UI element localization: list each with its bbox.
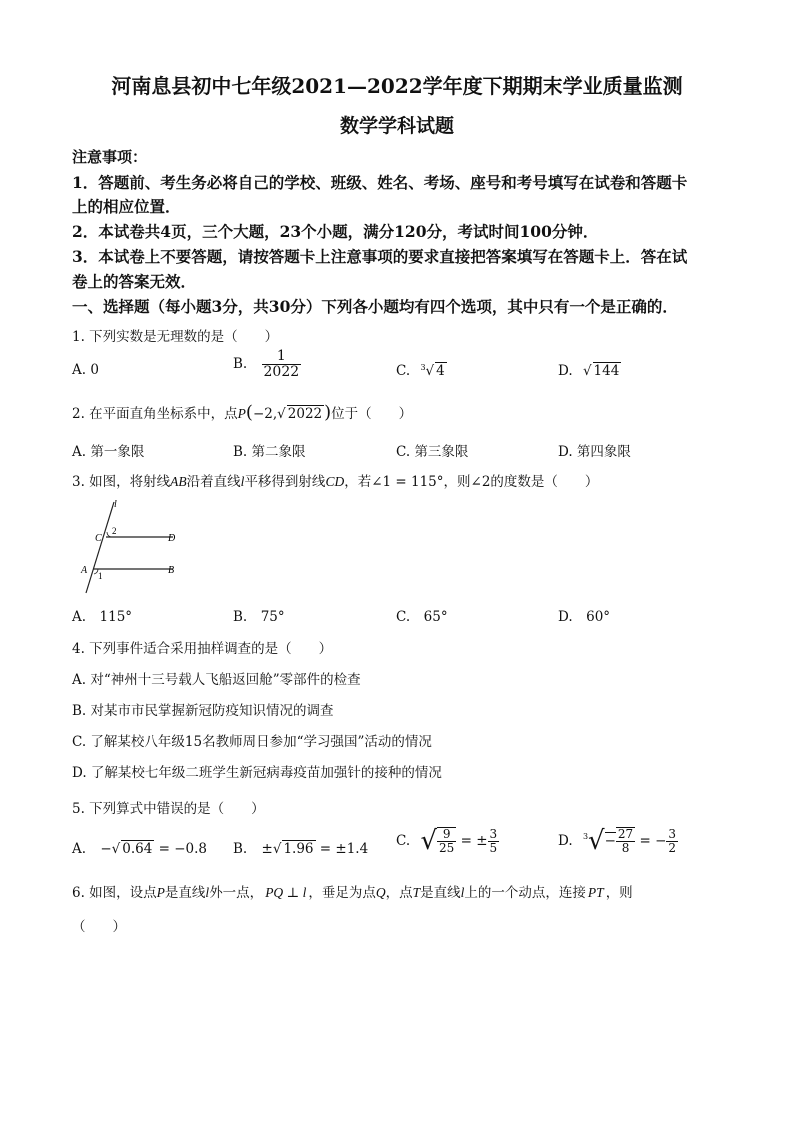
q6-pq-perp: PQ ⊥ l [265,885,307,900]
q5-option-b: B. ±√ 1.96 = ±1.4 [233,841,369,857]
q2-coord-pre: −2, [252,406,278,422]
q6-stem-a: 6. 如图，设点 [72,885,157,901]
figure-label-b: B [168,565,175,576]
q6-q: Q [375,885,386,900]
q1-option-a [72,362,99,378]
q4-option-c: C. 了解某校八年级15名教师周日参加“学习强国”活动的情况 [72,734,432,750]
figure-label-d: D [168,533,176,544]
q1-option-d: D. √ 144 [558,363,620,379]
q1-stem: 1. 下列实数是无理数的是（ ） [72,329,279,345]
q3-option-d: D. 60° [558,609,611,625]
figure-label-a: A [81,565,88,576]
q4-stem: 4. 下列事件适合采用抽样调查的是（ ） [72,641,333,657]
q1-a-value: 0 [90,362,99,378]
q3-figure [78,497,188,597]
q5-option-c: C. √ $\frac{9}{25}$ = ± $\frac{3}{5}$ [396,826,498,856]
q6-stem-d: ，垂足为点 [308,885,376,901]
q5-c-eq: = ± [460,833,488,849]
q2-stem-post: 位于（ ） [331,406,413,422]
notice-line-4: 3．本试卷上不要答题，请按答题卡上注意事项的要求直接把答案填写在答题卡上．答在试 [72,247,688,266]
q1-d-radicand: 144 [593,363,620,379]
q5-d-den: 8 [621,841,630,855]
q5-d-fraction [616,827,635,854]
q2-option-d: D. 第四象限 [558,444,631,460]
q2-option-c: C. 第三象限 [396,444,469,460]
q6-pt: PT [587,885,604,900]
q4-option-a: A. 对“神州十三号载人飞船返回舱”零部件的检查 [72,672,361,688]
q3-stem [72,470,598,490]
q3-stem-mid1: 沿着直线 [186,474,241,490]
q2-option-a: A. 第一象限 [72,444,145,460]
q3-stem-mid3: ，若∠1 = 115°，则∠2的度数是（ ） [344,474,599,490]
q1-a-label: A. [72,362,87,378]
q1-option-c: C. $^3$√ 4 [396,362,445,379]
q6-stem-c: 外一点， [209,885,264,901]
q5-c-label: C. [396,833,411,849]
q5-b-radicand: 1.96 [283,841,314,857]
q6-stem-h: ，则 [605,885,633,901]
q5-d-neg: − [604,833,616,849]
q5-d-rden: 2 [668,840,677,855]
q3-option-c: C. 65° [396,609,448,625]
q5-c-rden: 5 [489,840,498,855]
q3-stem-mid2: 平移得到射线 [244,474,326,490]
q1-c-label: C. [396,363,411,379]
q1-d-label: D. [558,363,573,379]
q1-b-fraction [262,349,302,379]
q5-b-post: = ±1.4 [319,841,369,857]
q1-c-radicand: 4 [436,363,445,379]
q6-paren: （ ） [72,919,126,935]
figure-label-c: C [95,533,102,544]
q5-d-index: 3 [582,832,589,841]
q5-d-num: 27 [617,827,634,842]
figure-arc-2 [107,532,111,537]
q5-b-label: B. [233,841,248,857]
q5-c-num: 9 [437,828,456,842]
q6-stem-g: 上的一个动点，连接 [464,885,586,901]
q2-coord-radicand: 2022 [287,406,323,422]
q1-c-index: 3 [420,362,426,372]
q5-c-den: 25 [439,841,455,855]
q1-b-denominator: 2022 [263,363,300,380]
q5-b-pre: ± [261,841,273,857]
figure-label-2: 2 [112,526,117,536]
q1-option-b [233,349,301,379]
q5-stem: 5. 下列算式中错误的是（ ） [72,801,265,817]
q1-b-numerator: 1 [262,349,302,365]
notice-line-3: 2．本试卷共4页，三个大题，23个小题，满分120分，考试时间100分钟． [72,222,599,241]
q6-stem [72,881,633,901]
q5-c-fraction [437,827,456,854]
q3-l: l [240,474,245,489]
q5-d-eq: = − [639,833,667,849]
figure-label-l: l [114,499,117,510]
q5-a-pre: − [100,841,112,857]
q5-d-rnum: 3 [668,826,677,841]
q5-option-d: D. $^3$√− $\frac{27}{8}$ = − $\frac{3}{2}$ [558,826,677,856]
notice-line-1: 1．答题前、考生务必将自己的学校、班级、姓名、考场、座号和考号填写在试卷和答题卡 [72,173,688,192]
section-1-heading: 一、选择题（每小题3分，共30分）下列各小题均有四个选项，其中只有一个是正确的． [72,297,678,316]
q3-cd: CD [325,474,345,489]
exam-title: 河南息县初中七年级2021—2022学年度下期期末学业质量监测 [111,74,683,98]
q5-d-label: D. [558,833,573,849]
q1-b-label: B. [233,356,248,373]
notice-line-5: 卷上的答案无效． [72,272,197,291]
q5-a-post: = −0.8 [158,841,208,857]
q3-option-b: B. 75° [233,609,285,625]
q5-c-rnum: 3 [489,826,498,841]
q2-stem: 2. 在平面直角坐标系中，点P(−2,√ 2022 )位于（ ） [72,402,413,423]
q5-a-radicand: 0.64 [122,841,153,857]
figure-label-1: 1 [98,571,103,581]
q3-ab: AB [170,474,187,489]
exam-subtitle: 数学学科试题 [339,115,454,137]
q5-option-a: A. −√ 0.64 = −0.8 [72,841,208,857]
q6-stem-e: ，点 [385,885,413,901]
q3-option-a: A. 115° [72,609,133,625]
q6-stem-b: 是直线 [164,885,206,901]
q5-a-label: A. [72,841,87,857]
q5-d-result [666,828,678,854]
q3-stem-pre: 3. 如图，将射线 [72,474,171,490]
notice-line-2: 上的相应位置． [72,197,181,216]
q5-c-result [488,828,500,854]
q2-stem-pre: 2. 在平面直角坐标系中，点 [72,406,238,422]
q4-option-d: D. 了解某校七年级二班学生新冠病毒疫苗加强针的接种的情况 [72,765,442,781]
q4-option-b: B. 对某市市民掌握新冠防疫知识情况的调查 [72,703,334,719]
q2-option-b: B. 第二象限 [233,444,306,460]
q6-l: l [205,885,210,900]
notice-heading: 注意事项： [72,148,148,166]
q6-l2: l [460,885,465,900]
q6-t: T [412,885,421,900]
q6-stem-f: 是直线 [420,885,461,901]
q6-p: P [156,885,165,900]
q2-point: P [237,406,246,421]
